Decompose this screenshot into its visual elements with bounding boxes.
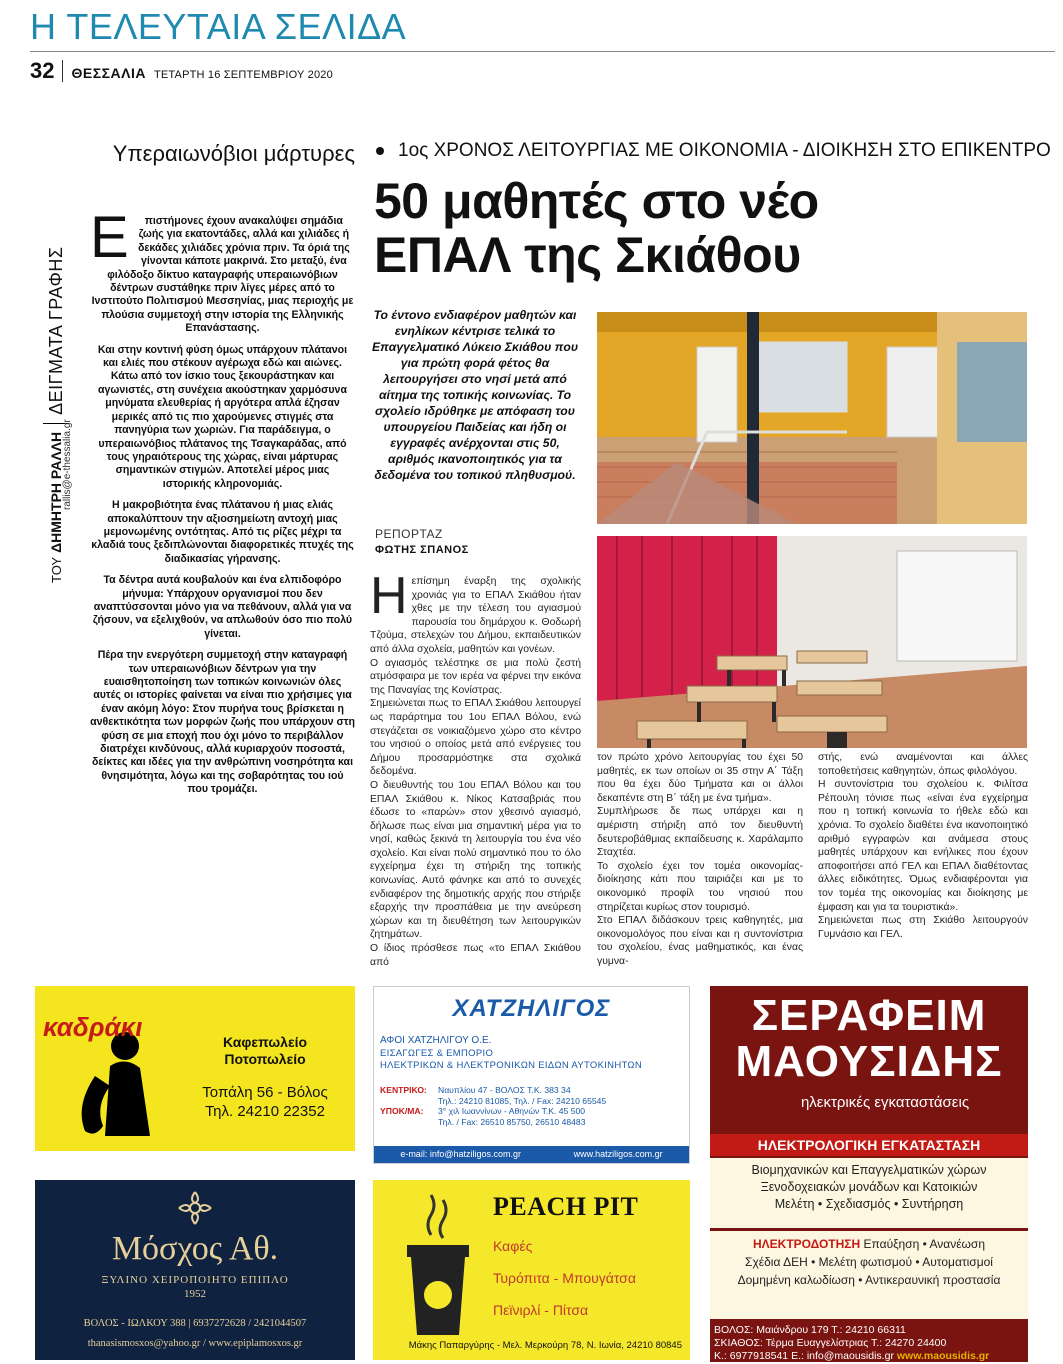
- maousidis-logo-line2: ΜΑΟΥΣΙΔΗΣ: [735, 1037, 1003, 1086]
- article-paragraph: τον πρώτο χρόνο λειτουργίας του έχει 50 μαθητές, εκ των οποίων οι 35 στην Α΄ Τάξη που θα έχει δύο Τμήματα και οι άλλοι δεκαπέντε στη Β΄ τάξη με ένα τμήμα».: [597, 752, 803, 804]
- article-paragraph: Ο αγιασμός τελέστηκε σε μια πολύ ζεστή ατμόσφαιρα με τον ιερέα να φέρνει την εικόνα της Παναγίας της Κονίστρας.: [370, 657, 581, 696]
- article-column-2: [597, 751, 803, 969]
- column-dropcap: Ε: [90, 205, 129, 270]
- moschos-desc: ΞΥΛΙΝΟ ΧΕΙΡΟΠΟΙΗΤΟ ΕΠΙΠΛΟ: [101, 1274, 289, 1286]
- hatziligos-web[interactable]: www.hatziligos.com.gr: [573, 1149, 663, 1159]
- column-paragraph: Πέρα την ενεργότερη συμμετοχή στην καταγραφή των υπεραιωνόβιων δέντρων για την ευαισθητοποίηση των τοπικών κοινωνιών όλες αυτές οι ιστορίες φαίνεται να είναι πιο χρήσιμες για έναν ακόμη λόγο: Στον πυρήνα τους βρίσκεται η ανθεκτικότητα των μορφών ζωής που υπάρχουν στη φύση σε μια εποχή που όχι μόνο το περιβάλλον διατρέχει κινδύνους, αλλά κυριαρχούν ποσοστά, δείκτες και ιδέες για την ανθρώπινη νοσηρότητα και θνησιμότητα, λόγω και της σοβαρότητας του ιού που τρομάζει.: [90, 649, 355, 796]
- kadraki-type: Καφεπωλείο Ποτοπωλείο: [222, 1034, 308, 1067]
- article-paragraph: Το σχολείο έχει τον τομέα οικονομίας-διοίκησης κάτι που ταιριάζει και με το οικονομικό προφίλ του νησιού που στηρίζεται κυρίως στον τουρισμό.: [597, 860, 803, 913]
- peach-pit-item: Πεϊνιρλί - Πίτσα: [493, 1302, 589, 1318]
- peach-pit-footer: Μάκης Παπαργύρης - Μελ. Μερκούρη 78, Ν. Ιωνία, 24210 80845: [408, 1340, 682, 1351]
- school-exterior-photo: [597, 312, 1027, 524]
- column-paragraph: Η μακροβιότητα ένας πλάτανου ή μιας ελιάς αποκαλύπτουν την αξιοσημείωτη αντοχή μιας μεμονωμένης οντότητας. Από τις ρίζες μέχρι τα κλαδιά τους ξεδιπλώνονται διαφορετικές πτυχές της διαδικασίας γήρανσης.: [91, 499, 354, 565]
- article-paragraph: Σημειώνεται πως στη Σκιάθο λειτουργούν Γυμνάσιο και ΓΕΛ.: [818, 915, 1028, 940]
- column-author: ΔΗΜΗΤΡΗ ΡΑΛΛΗ: [48, 431, 64, 553]
- ad-kadraki[interactable]: [35, 986, 355, 1151]
- article-paragraph: Συμπλήρωσε δε πως υπάρχει και η αμέριστη στήριξη από τον διευθυντή δευτεροβάθμιας εκπαίδευσης κ. Χαράλαμπο Σταχτέα.: [597, 806, 803, 859]
- article-paragraph: Η συντονίστρια του σχολείου κ. Φιλίτσα Ρέπουλη τόνισε πως «είναι ένα εγχείρημα που η τοπική κοινωνία το ήθελε εδώ και χρόνια. Το σχολείο διαθέτει ένα ικανοποιητικό αριθμό εγγραφών και ανάμεσα στους μαθητές υπάρχουν και ενήλικες που έχουν αποφοιτήσει από ΓΕΛ και ΕΠΑΛ διαθέτοντας άλλες ειδικότητες. Όμως ενδιαφέρονται για τον τομέα της οικονομίας και διοίκησης με έμφαση και για τα τουριστικά».: [818, 779, 1028, 913]
- moschos-web[interactable]: thanasismosxos@yahoo.gr / www.epiplamosxos.gr: [87, 1338, 303, 1349]
- maousidis-band: ΗΛΕΚΤΡΟΛΟΓΙΚΗ ΕΓΚΑΤΑΣΤΑΣΗ: [710, 1134, 1028, 1156]
- classroom-photo: [597, 536, 1027, 748]
- page-separator: [62, 60, 63, 82]
- issue-date: ΤΕΤΑΡΤΗ 16 ΣΕΠΤΕΜΒΡΙΟΥ 2020: [153, 69, 333, 81]
- saxophone-player-icon: [55, 1026, 175, 1146]
- column-paragraph: Και στην κοντινή φύση όμως υπάρχουν πλάτανοι και ελιές που στέκουν αγέρωχα εδώ και αιώνες. Κάτω από τον ίσκιο τους ξεκουράστηκαν και αγωνιστές, στη συνέχεια ακούστηκαν χαρμόσυνα μηνύματα ελευθερίας ή αργότερα απλά έζησαν μερικές από τις πιο χαρούμενες στιγμές στα πανηγύρια των χωριών. Για παράδειγμα, ο υπεραιωνόβιος πλάτανος της Τσαγκαράδας, από τους γηραιότερους της χώρας, είναι μάρτυρας σημαντικών στιγμών. Αποτελεί μέρος μιας ιστορικής κληρονομιάς.: [97, 343, 348, 490]
- maousidis-subtitle: ηλεκτρικές εγκαταστάσεις: [800, 1094, 970, 1111]
- bullet-icon: [376, 147, 384, 155]
- ad-hatziligos[interactable]: [373, 986, 690, 1164]
- maousidis-contact: ΒΟΛΟΣ: Μαιάνδρου 179 Τ.: 24210 66311 ΣΚΙΑΘΟΣ: Τέρμα Ευαγγελίστριας Τ.: 24270 24400 Κ.: 6977918541 E.: info@maousidis.gr www.maousidis.gr: [714, 1324, 990, 1362]
- article-column-3: [818, 751, 1028, 941]
- peach-pit-item: Καφές: [493, 1238, 533, 1254]
- page-info-line: [30, 58, 333, 84]
- article-column-1: [370, 567, 581, 969]
- article-kicker: 1ος ΧΡΟΝΟΣ ΛΕΙΤΟΥΡΓΙΑΣ ΜΕ ΟΙΚΟΝΟΜΙΑ - ΔΙΟΙΚΗΣΗ ΣΤΟ ΕΠΙΚΕΝΤΡΟ: [376, 140, 1051, 162]
- hatziligos-footer: [374, 1146, 689, 1163]
- article-headline: 50 μαθητές στο νέο ΕΠΑΛ της Σκιάθου: [374, 173, 819, 283]
- ornament-icon: [177, 1190, 213, 1226]
- hatziligos-desc: ΕΙΣΑΓΩΓΕΣ & ΕΜΠΟΡΙΟ ΗΛΕΚΤΡΙΚΩΝ & ΗΛΕΚΤΡΟΝΙΚΩΝ ΕΙΔΩΝ ΑΥΤΟΚΙΝΗΤΩΝ: [380, 1048, 642, 1071]
- section-title: Η ΤΕΛΕΥΤΑΙΑ ΣΕΛΙΔΑ: [30, 6, 407, 47]
- hatziligos-addresses: ΚΕΝΤΡΙΚΟ: Ναυπλίου 47 - ΒΟΛΟΣ Τ.Κ. 383 34 Τηλ.: 24210 81085, Τηλ. / Fax: 24210 65545 ΥΠΟΚ/ΜΑ: 3° χιλ Ιωαννίνων - Αθηνών Τ.Κ. 45 500 Τηλ. / Fax: 26510 85750, 26510 48483: [380, 1085, 607, 1127]
- ad-maousidis[interactable]: [710, 986, 1028, 1362]
- article-paragraph: Σημειώνεται πως το ΕΠΑΛ Σκιάθου λειτουργεί ως παράρτημα του 1ου ΕΠΑΛ Βόλου, ενώ στεγάζεται σε νοικιαζόμενο χώρο στο κέντρο του νησιού ο οποίος μετά από ενέργειες του Δήμου προσαρμόστηκε στα σχολικά δεδομένα.: [370, 698, 581, 778]
- byline-label: ΡΕΠΟΡΤΑΖ: [375, 527, 443, 541]
- column-body: [90, 205, 355, 805]
- hatziligos-logo: ΧΑΤΖΗΛΙΓΟΣ: [452, 995, 611, 1022]
- ad-moschos[interactable]: [35, 1180, 355, 1360]
- article-lead: Το έντονο ενδιαφέρον μαθητών και ενηλίκων κέντρισε τελικά το Επαγγελματικό Λύκειο Σκιάθου που για πρώτη φορά φέτος θα λειτουργήσει στο νησί μετά από αίτημα της τοπικής κοινωνίας. Το σχολείο ιδρύθηκε με απόφαση του υπουργείου Παιδείας και ήδη οι εγγραφές ανέρχονται στις 50, αριθμός ικανοποιητικός για τα δεδομένα του τοπικού πληθυσμού.: [371, 308, 579, 482]
- maousidis-services-1: Βιομηχανικών και Επαγγελματικών χώρων Ξενοδοχειακών μονάδων και Κατοικιών Μελέτη • Σχεδιασμός • Συντήρηση: [710, 1158, 1028, 1228]
- maousidis-services-2: ΗΛΕΚΤΡΟΔΟΤΗΣΗ Επαύξηση • Ανανέωση Σχέδια ΔΕΗ • Μελέτη φωτισμού • Αυτοματισμοί Δομημένη καλωδίωση • Αντικεραυνική προστασία: [710, 1231, 1028, 1319]
- moschos-year: 1952: [184, 1288, 206, 1300]
- article-paragraph: στής, ενώ αναμένονται και άλλες τοποθετήσεις καθηγητών, όπως φιλολόγου.: [818, 752, 1028, 777]
- kadraki-contact: Τοπάλη 56 - Βόλος Τηλ. 24210 22352: [202, 1084, 328, 1120]
- paper-name: ΘΕΣΣΑΛΙΑ: [71, 65, 146, 81]
- column-paragraph: Τα δέντρα αυτά κουβαλούν και ένα ελπιδοφόρο μήνυμα: Υπάρχουν οργανισμοί που δεν αναπτύσσονται μόνο για να πεθάνουν, αλλά για να ζήσουν, να εξελιχθούν, να απλωθούν όσο πιο πολύ γίνεται.: [92, 574, 353, 640]
- column-email-wrap: [62, 390, 80, 510]
- maousidis-web[interactable]: www.maousidis.gr: [896, 1350, 990, 1362]
- coffee-cup-icon: [403, 1190, 473, 1340]
- hatziligos-email[interactable]: e-mail: info@hatziligos.com.gr: [400, 1149, 521, 1159]
- article-paragraph: Στο ΕΠΑΛ διδάσκουν τρεις καθηγητές, μια οικονομολόγος που είναι και η συντονίστρια του σχολείου, ένας μαθηματικός, και ένας γυμνα-: [597, 915, 803, 967]
- byline-name: ΦΩΤΗΣ ΣΠΑΝΟΣ: [375, 544, 469, 556]
- page-number: 32: [30, 58, 55, 83]
- column-by: ΤΟΥ: [48, 556, 64, 583]
- moschos-contact: ΒΟΛΟΣ - ΙΩΛΚΟΥ 388 | 6937272628 / 2421044507: [83, 1318, 307, 1329]
- column-category: ΔΕΙΓΜΑΤΑ ΓΡΑΦΗΣ: [45, 246, 66, 415]
- maousidis-logo-line1: ΣΕΡΑΦΕΙΜ: [751, 991, 987, 1040]
- peach-pit-name: PEACH PIT: [493, 1192, 639, 1221]
- ad-peach-pit[interactable]: [373, 1180, 690, 1360]
- column-paragraph: Ε πιστήμονες έχουν ανακαλύψει σημάδια ζωής για εκατοντάδες, αλλά και χιλιάδες ή δεκάδες χιλιάδες χρόνια πριν. Τα όριά της γίνονται κάποτε μακρινά. Στο μεταξύ, ένα φιλόδοξο δίκτυο καταγραφής υπεραιωνόβιων δέντρων συστάθηκε πριν λίγες μέρες από το Ινστιτούτο Πολιτισμού Μεσσηνίας, μιας περιοχής με πλούσια συμμετοχή στην ιστορία της Ελληνικής Επανάστασης.: [90, 205, 354, 335]
- column-email[interactable]: rallis@e-thessalia.gr: [62, 419, 73, 510]
- peach-pit-item: Τυρόπιτα - Μπουγάτσα: [493, 1270, 636, 1286]
- header-rule: [30, 51, 1055, 52]
- article-dropcap: Η: [370, 567, 408, 625]
- moschos-name: Μόσχος Αθ.: [111, 1230, 279, 1267]
- article-paragraph: Ηεπίσημη έναρξη της σχολικής χρονιάς για το ΕΠΑΛ Σκιάθου ήταν χθες με την τέλεση του αγιασμού παρουσία του δημάρχου κ. Θοδωρή Τζούμα, στελεχών του Δήμου, εκπαιδευτικών από άλλα σχολεία, μαθητών και γονέων.: [370, 567, 581, 655]
- column-title: Υπεραιωνόβιοι μάρτυρες: [112, 141, 355, 166]
- article-paragraph: Ο ίδιος πρόσθεσε πως «το ΕΠΑΛ Σκιάθου από: [370, 943, 581, 968]
- article-paragraph: Ο διευθυντής του 1ου ΕΠΑΛ Βόλου και του ΕΠΑΛ Σκιάθου κ. Νίκος Κατσαβριάς που έδωσε το «παρών» στον χθεσινό αγιασμό, δήλωσε πως είναι μια σημαντική μέρα για το νησί, καθώς ξεκινά τη λειτουργία του ένα νέο σχολείο. Και είναι πολύ σημαντικό που το όλο εγχείρημα έχει τη στήριξη της τοπικής κοινωνίας. Αυτό φάνηκε και από το συνεχές ενδιαφέρον της δημοτικής αρχής που στήριξε εξαρχής την προσπάθεια με την ανεύρεση χώρων και τη διευθέτηση των λειτουργικών ζητημάτων.: [370, 779, 581, 941]
- kadraki-logo: καδράκι: [43, 1012, 143, 1042]
- hatziligos-company: ΑΦΟΙ ΧΑΤΖΗΛΙΓΟΥ Ο.Ε.: [380, 1035, 492, 1046]
